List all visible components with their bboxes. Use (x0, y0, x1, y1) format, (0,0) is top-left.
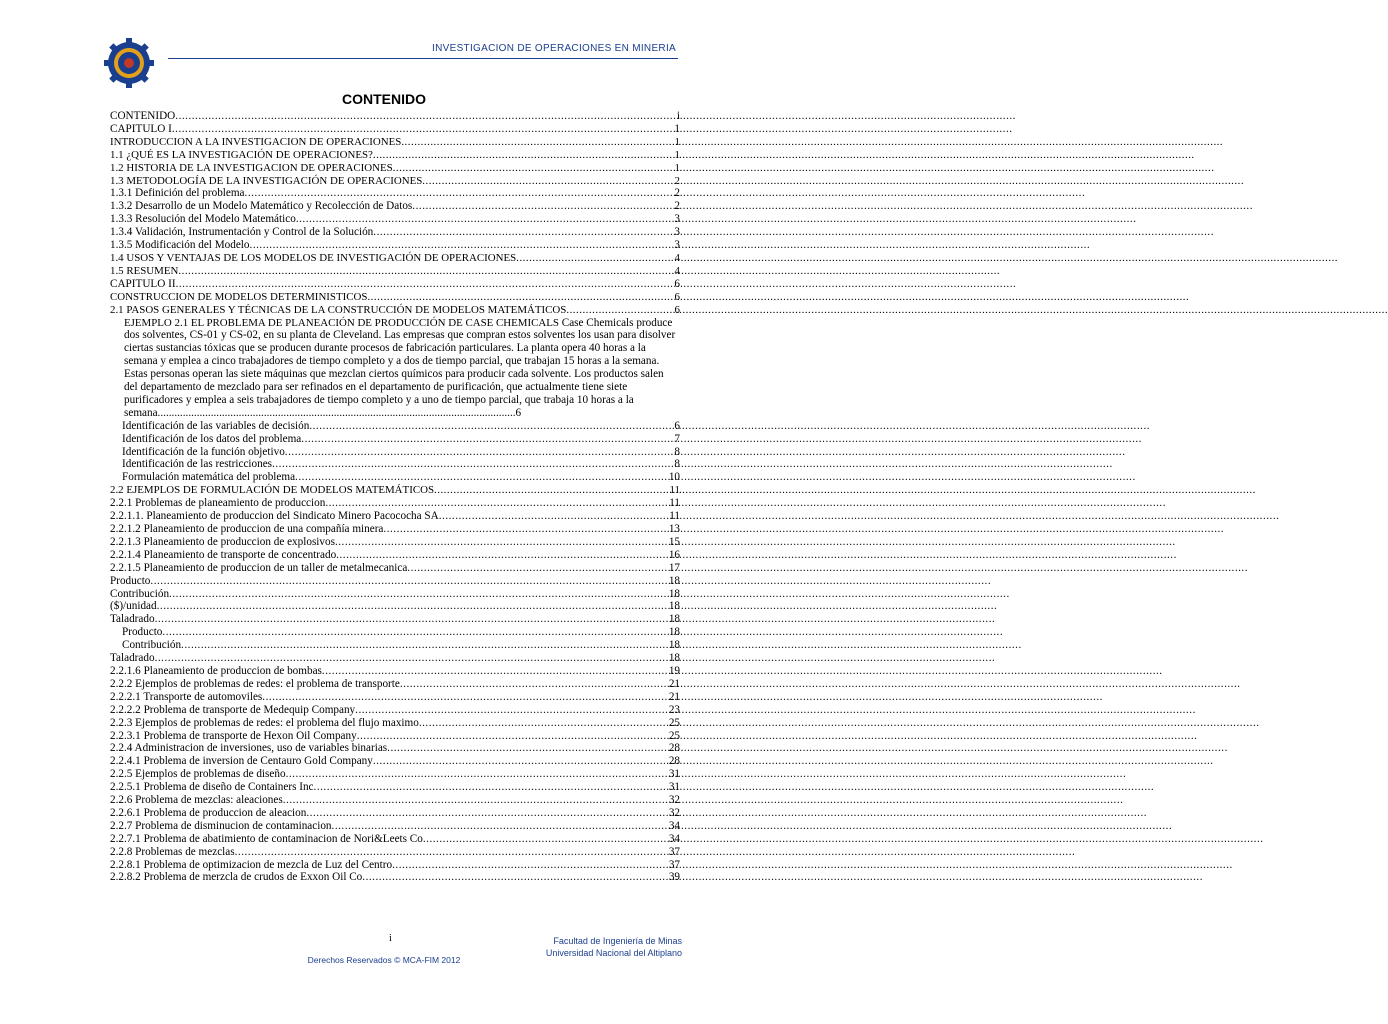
toc-entry-page: 18 (668, 600, 680, 613)
toc-entry[interactable] (110, 704, 680, 717)
toc-entry[interactable] (110, 433, 680, 446)
toc-entry-page: 1 (674, 122, 680, 135)
toc-dot-leader (400, 678, 668, 691)
toc-dot-leader (157, 600, 668, 613)
toc-entry-title: 2.2.8 Problemas de mezclas (110, 845, 235, 858)
toc-entry-title: CAPITULO II (110, 277, 176, 290)
toc-entry-page: 7 (674, 432, 680, 445)
toc-entry-title: Contribución (110, 587, 170, 600)
toc-dot-leader (367, 291, 673, 304)
toc-entry-title: CAPITULO I (110, 122, 172, 135)
toc-entry[interactable] (110, 304, 680, 317)
toc-entry-page: 3 (674, 226, 680, 239)
toc-dot-leader (285, 446, 674, 459)
toc-entry-page: 8 (674, 445, 680, 458)
toc-entry-page: 13 (668, 523, 680, 535)
toc-entry[interactable] (110, 717, 680, 730)
toc-dot-leader (419, 717, 668, 730)
example-paragraph[interactable] (110, 317, 680, 420)
toc-entry[interactable] (110, 678, 680, 691)
toc-entry-title: 2.2.5.1 Problema de diseño de Containers Inc (110, 781, 314, 794)
toc-entry-title: 2.2.1.1. Planeamiento de produccion del Sindicato Minero Pacococha SA (110, 510, 439, 523)
toc-entry[interactable] (110, 730, 680, 743)
toc-entry-title: INTRODUCCION A LA INVESTIGACION DE OPERACIONES (110, 135, 402, 148)
toc-entry-page: 18 (668, 587, 680, 600)
example-leader: ................................................................................................................................ (157, 406, 516, 419)
toc-entry-title: Identificación de las restricciones (122, 458, 273, 471)
toc-entry-title: Formulación matemática del problema (122, 471, 296, 484)
toc-entry-page: i (676, 110, 680, 122)
toc-entry-title: Taladrado (110, 652, 155, 665)
toc-entry-page: 18 (668, 574, 680, 587)
toc-entry-page: 18 (668, 626, 680, 639)
toc-entry-page: 19 (668, 664, 680, 677)
toc-entry-title: 1.3.2 Desarrollo de un Modelo Matemático y Recolección de Datos (110, 200, 413, 213)
toc-entry-title: 2.2.1 Problemas de planeamiento de produccion (110, 497, 326, 510)
toc-entry-title: 2.2.5 Ejemplos de problemas de diseño (110, 768, 286, 781)
toc-entry[interactable] (110, 562, 680, 575)
toc-entry-title: 2.2.6 Problema de mezclas: aleaciones (110, 794, 283, 807)
toc-dot-leader (362, 871, 668, 884)
toc-entry[interactable] (110, 807, 680, 820)
toc-entry[interactable] (110, 781, 680, 794)
toc-dot-leader (401, 136, 673, 149)
toc-dot-leader (176, 278, 674, 291)
toc-dot-leader (325, 497, 668, 510)
toc-dot-leader (175, 110, 676, 123)
toc-entry-page: 17 (668, 561, 680, 574)
toc-entry-page: 4 (674, 264, 680, 277)
toc-entry[interactable] (110, 175, 680, 188)
toc-entry-page: 18 (668, 613, 680, 626)
toc-entry[interactable] (110, 755, 680, 768)
toc-entry[interactable] (110, 691, 680, 704)
toc-entry-title: 2.2.7.1 Problema de abatimiento de contaminacion de Nori&Leets Co (110, 832, 423, 845)
toc-entry-title: 1.5 RESUMEN (110, 264, 179, 277)
toc-entry[interactable] (110, 497, 680, 510)
toc-dot-leader (314, 781, 668, 794)
toc-dot-leader (162, 626, 667, 639)
toc-entry-page: 21 (668, 690, 680, 703)
toc-entry[interactable] (110, 136, 680, 149)
toc-entry-page: 3 (674, 239, 680, 252)
toc-entry[interactable] (110, 549, 680, 562)
toc-entry-title: 2.2.1.2 Planeamiento de produccion de una compañía minera (110, 523, 384, 535)
toc-entry-page: 32 (668, 794, 680, 807)
toc-entry[interactable] (110, 162, 680, 175)
toc-dot-leader (235, 846, 668, 859)
toc-entry-title: 1.1 ¿QUÉ ES LA INVESTIGACIÓN DE OPERACIONES? (110, 148, 373, 161)
toc-dot-leader (373, 149, 674, 162)
toc-entry[interactable] (110, 742, 680, 755)
toc-dot-leader (392, 859, 668, 872)
toc-entry[interactable] (110, 484, 680, 497)
toc-dot-leader (155, 652, 668, 665)
toc-entry[interactable] (110, 575, 680, 588)
toc-entry[interactable] (110, 446, 680, 459)
toc-entry-page: 34 (668, 832, 680, 845)
toc-entry[interactable] (110, 871, 680, 884)
toc-entry-page: 8 (674, 458, 680, 471)
toc-entry-title: 2.2.1.5 Planeamiento de produccion de un taller de metalmecanica (110, 561, 408, 574)
toc-dot-leader (336, 549, 668, 562)
toc-entry-title: 2.2.2.1 Transporte de automoviles (110, 690, 263, 703)
toc-dot-leader (262, 691, 668, 704)
toc-entry-title: ($)/unidad (110, 600, 157, 613)
toc-dot-leader (516, 252, 673, 265)
toc-dot-leader (301, 433, 673, 446)
toc-dot-leader (439, 510, 669, 523)
toc-dot-leader (155, 613, 668, 626)
toc-entry-title: 2.2.6.1 Problema de produccion de aleacion (110, 806, 307, 819)
toc-entry-title: 2.2.4.1 Problema de inversion de Centauro Gold Company (110, 755, 373, 768)
toc-entry[interactable] (110, 278, 680, 291)
toc-dot-leader (250, 239, 674, 252)
toc-entry-page: 25 (668, 729, 680, 742)
toc-entry-page: 18 (668, 652, 680, 665)
toc-dot-leader (286, 768, 668, 781)
footer-faculty: Facultad de Ingeniería de Minas (553, 936, 682, 946)
table-of-contents (110, 110, 680, 884)
toc-entry-page: 21 (668, 677, 680, 690)
toc-entry-page: 31 (668, 781, 680, 794)
toc-entry-page: 34 (668, 819, 680, 832)
toc-entry[interactable] (110, 252, 680, 265)
toc-entry-page: 39 (668, 871, 680, 884)
toc-entry-title: 2.1 PASOS GENERALES Y TÉCNICAS DE LA CONSTRUCCIÓN DE MODELOS MATEMÁTICOS (110, 303, 567, 316)
toc-dot-leader (150, 575, 667, 588)
toc-entry[interactable] (110, 652, 680, 665)
toc-entry-title: Contribución (122, 639, 182, 652)
toc-entry[interactable] (110, 588, 680, 601)
toc-entry[interactable] (110, 213, 680, 226)
toc-entry-page: 11 (669, 497, 680, 510)
toc-dot-leader (357, 730, 668, 743)
toc-section-after (110, 420, 680, 885)
toc-entry-title: 1.3.1 Definición del problema (110, 187, 245, 200)
toc-dot-leader (335, 536, 668, 549)
toc-entry-title: Identificación de la función objetivo (122, 445, 285, 458)
toc-entry-title: 1.3.3 Resolución del Modelo Matemático (110, 213, 296, 226)
toc-entry-title: Producto (110, 574, 151, 587)
university-logo (104, 38, 154, 88)
toc-dot-leader (423, 833, 668, 846)
toc-entry-title: 2.2.4 Administracion de inversiones, uso de variables binarias (110, 742, 388, 755)
toc-entry-page: 1 (674, 135, 680, 148)
toc-entry-title: 1.3.4 Validación, Instrumentación y Control de la Solución (110, 226, 374, 239)
toc-dot-leader (383, 523, 667, 536)
toc-entry-page: 37 (668, 858, 680, 871)
header-divider (168, 58, 678, 59)
toc-entry-title: CONTENIDO (110, 110, 176, 122)
toc-section-before (110, 110, 680, 317)
toc-entry-page: 18 (668, 639, 680, 652)
toc-entry[interactable] (110, 665, 680, 678)
toc-entry-page: 11 (669, 510, 680, 523)
toc-entry[interactable] (110, 291, 680, 304)
toc-dot-leader (283, 794, 668, 807)
toc-entry[interactable] (110, 149, 680, 162)
toc-entry-title: 2.2.2.2 Problema de transporte de Medequip Company (110, 703, 356, 716)
toc-entry-title: 2.2.8.1 Problema de optimizacion de mezcla de Luz del Centro (110, 858, 393, 871)
toc-dot-leader (272, 458, 673, 471)
toc-entry-title: Taladrado (110, 613, 155, 626)
toc-dot-leader (373, 755, 668, 768)
toc-entry-page: 28 (668, 742, 680, 755)
toc-entry-title: 1.3 METODOLOGÍA DE LA INVESTIGACIÓN DE OPERACIONES (110, 174, 423, 187)
example-body: Case Chemicals produce dos solventes, CS-01 y CS-02, en su planta de Cleveland. Las empresas que compran estos solventes los usan para disolver ciertas sustancias tóxicas que se producen durante procesos de fabricación particulares. La planta opera 40 horas a la semana y emplea a cinco trabajadores de tiempo completo y a dos de tiempo parcial, que trabajan 15 horas a la semana. Estas personas operan las siete máquinas que mezclan ciertos químicos para producir cada solvente. Los productos salen del departamento de mezclado para ser refinados en el departamento de purificación, que actualmente tiene siete purificadores y emplea a seis trabajadores de tiempo completo y a uno de tiempo parcial, que trabaja 10 horas a la semana (124, 316, 676, 419)
toc-entry[interactable] (110, 523, 680, 536)
toc-dot-leader (387, 742, 668, 755)
example-page: 6 (515, 406, 522, 419)
toc-dot-leader (566, 304, 673, 317)
toc-dot-leader (306, 807, 667, 820)
toc-dot-leader (178, 265, 673, 278)
toc-entry[interactable] (110, 471, 680, 484)
toc-dot-leader (309, 420, 673, 433)
toc-entry-page: 2 (674, 200, 680, 213)
toc-entry-page: 2 (674, 187, 680, 200)
toc-entry-title: CONSTRUCCION DE MODELOS DETERMINISTICOS (110, 290, 368, 303)
toc-entry-page: 16 (668, 548, 680, 561)
toc-entry-title: 2.2.7 Problema de disminucion de contaminacion (110, 819, 332, 832)
toc-entry[interactable] (110, 613, 680, 626)
toc-entry[interactable] (110, 639, 680, 652)
toc-entry-page: 37 (668, 845, 680, 858)
toc-entry[interactable] (110, 820, 680, 833)
example-heading: EJEMPLO 2.1 EL PROBLEMA DE PLANEACIÓN DE PRODUCCIÓN DE CASE CHEMICALS (124, 316, 559, 329)
toc-entry[interactable] (110, 846, 680, 859)
toc-dot-leader (181, 639, 668, 652)
toc-entry[interactable] (110, 626, 680, 639)
toc-entry[interactable] (110, 110, 680, 123)
page-title: CONTENIDO (342, 91, 426, 107)
toc-entry[interactable] (110, 600, 680, 613)
toc-entry-title: 2.2.1.6 Planeamiento de produccion de bombas (110, 664, 322, 677)
toc-dot-leader (172, 123, 674, 136)
toc-entry[interactable] (110, 510, 680, 523)
toc-entry-page: 1 (674, 161, 680, 174)
toc-dot-leader (434, 484, 668, 497)
footer-university: Universidad Nacional del Altiplano (545, 948, 682, 958)
toc-entry-title: 1.4 USOS Y VENTAJAS DE LOS MODELOS DE INVESTIGACIÓN DE OPERACIONES (110, 251, 517, 264)
toc-entry-page: 32 (668, 806, 680, 819)
toc-entry-page: 3 (674, 213, 680, 226)
toc-entry[interactable] (110, 200, 680, 213)
toc-dot-leader (245, 187, 674, 200)
toc-entry-page: 23 (668, 703, 680, 716)
toc-dot-leader (295, 471, 668, 484)
footer-copyright: Derechos Reservados © MCA-FIM 2012 (307, 955, 461, 965)
toc-entry[interactable] (110, 458, 680, 471)
toc-entry[interactable] (110, 859, 680, 872)
toc-entry-page: 4 (674, 251, 680, 264)
toc-entry[interactable] (110, 768, 680, 781)
toc-dot-leader (407, 562, 668, 575)
toc-entry-title: Identificación de los datos del problema (122, 432, 302, 445)
toc-entry-title: 2.2.2 Ejemplos de problemas de redes: el problema de transporte (110, 677, 400, 690)
toc-entry[interactable] (110, 794, 680, 807)
toc-entry[interactable] (110, 239, 680, 252)
toc-dot-leader (322, 665, 668, 678)
toc-entry[interactable] (110, 420, 680, 433)
toc-dot-leader (412, 200, 673, 213)
toc-entry-page: 6 (674, 277, 680, 290)
toc-entry-title: 1.2 HISTORIA DE LA INVESTIGACION DE OPERACIONES (110, 161, 393, 174)
toc-entry-title: 2.2.8.2 Problema de merzcla de crudos de Exxon Oil Co (110, 871, 363, 884)
toc-entry-page: 31 (668, 768, 680, 781)
toc-entry-page: 28 (668, 755, 680, 768)
header-title: INVESTIGACION DE OPERACIONES EN MINERIA (432, 43, 676, 54)
toc-entry-page: 2 (674, 174, 680, 187)
toc-entry[interactable] (110, 833, 680, 846)
toc-entry-title: Producto (122, 626, 163, 639)
toc-entry[interactable] (110, 187, 680, 200)
toc-dot-leader (393, 162, 674, 175)
toc-dot-leader (296, 213, 674, 226)
toc-dot-leader (373, 226, 673, 239)
toc-entry-page: 6 (674, 419, 680, 432)
toc-dot-leader (332, 820, 668, 833)
toc-entry-page: 10 (668, 471, 680, 484)
toc-dot-leader (422, 175, 673, 188)
toc-entry-title: Identificación de las variables de decisión (122, 419, 310, 432)
toc-entry[interactable] (110, 123, 680, 136)
toc-entry-page: 25 (668, 716, 680, 729)
toc-entry[interactable] (110, 265, 680, 278)
toc-entry-title: 2.2 EJEMPLOS DE FORMULACIÓN DE MODELOS MATEMÁTICOS (110, 484, 435, 497)
toc-entry-title: 2.2.1.3 Planeamiento de produccion de explosivos (110, 535, 335, 548)
toc-dot-leader (169, 588, 668, 601)
toc-entry[interactable] (110, 536, 680, 549)
toc-entry-page: 6 (674, 290, 680, 303)
toc-entry-page: 11 (669, 484, 680, 497)
toc-entry-title: 2.2.3 Ejemplos de problemas de redes: el problema del flujo maximo (110, 716, 419, 729)
toc-entry-page: 6 (674, 303, 680, 316)
toc-dot-leader (355, 704, 668, 717)
toc-entry-title: 2.2.1.4 Planeamiento de transporte de concentrado (110, 548, 337, 561)
footer-page-number: i (389, 933, 392, 944)
toc-entry-page: 15 (668, 535, 680, 548)
toc-entry[interactable] (110, 226, 680, 239)
toc-entry-page: 1 (674, 148, 680, 161)
toc-entry-title: 2.2.3.1 Problema de transporte de Hexon Oil Company (110, 729, 357, 742)
toc-entry-title: 1.3.5 Modificación del Modelo (110, 239, 250, 252)
